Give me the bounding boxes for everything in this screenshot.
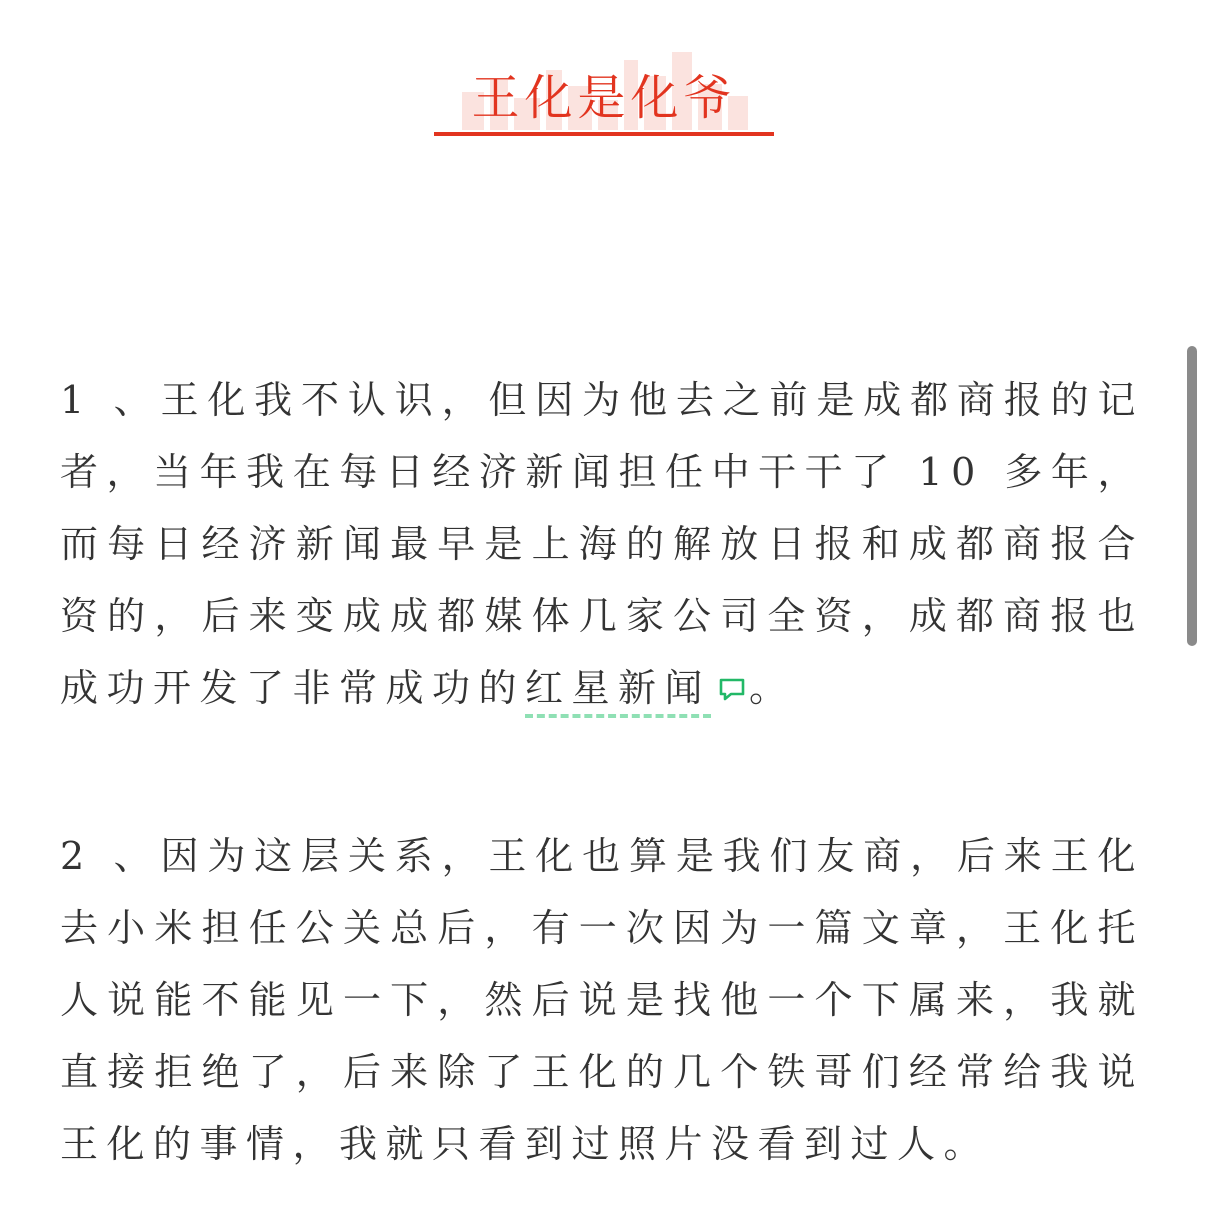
paragraph-text: 、因为这层关系，王化也算是我们友商，后来王化去小米担任公关总后，有一次因为一篇文章，王化托人说能不能见一下，然后说是找他一个下属来，我就直接拒绝了，后来除了王化的几个铁哥们经常给我说王化的事情，我就只看到过照片没看到过人。 [60,834,1144,1166]
article-body [60,364,1144,1180]
page-title: 王化是化爷 [471,70,737,126]
paragraph-number: 1 [60,378,93,422]
article-header [434,40,774,138]
paragraph-number: 2 [60,834,93,878]
paragraph-text-end: 。 [749,666,796,710]
paragraph-text: 多年，而每日经济新闻最早是上海的解放日报和成都商报合资的，后来变成成都媒体几家公司全资，成都商报也成功开发了非常成功的 [60,450,1144,710]
keyword-link[interactable]: 红星新闻 [525,666,711,718]
paragraph-1 [60,364,1144,724]
title-underline [434,132,774,136]
paragraph-text: 、王化我不认识，但因为他去之前是成都商报的记者，当年我在每日经济新闻担任中干干了 [60,378,1144,494]
years-number: 10 [918,450,984,494]
paragraph-2 [60,820,1144,1180]
comment-icon[interactable] [717,674,747,704]
scrollbar[interactable] [1187,346,1197,646]
